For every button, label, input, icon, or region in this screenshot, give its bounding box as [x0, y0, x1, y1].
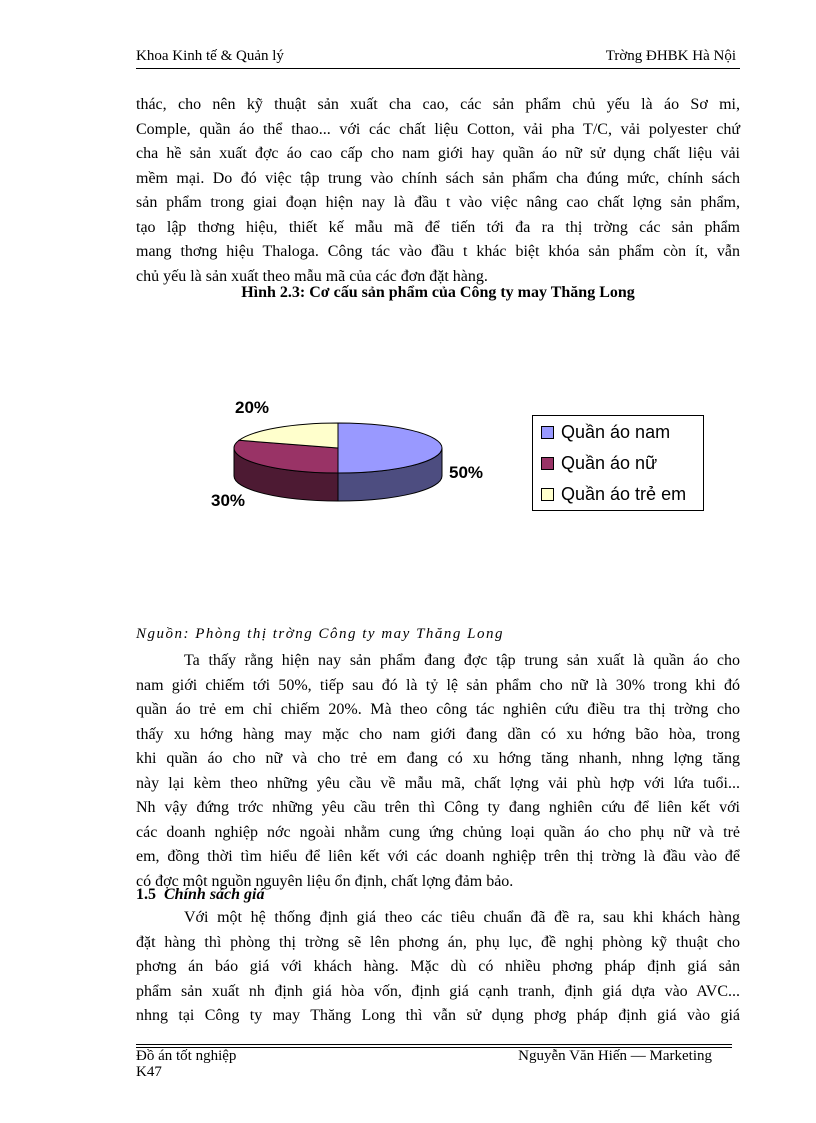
text-line: cha hề sản xuất đợc áo cao cấp cho nam giới hay quần áo nữ sử dụng chất liệu vải — [136, 145, 740, 162]
footer-class: K47 — [136, 1064, 162, 1080]
legend-label: Quần áo trẻ em — [561, 483, 687, 504]
legend-item — [541, 420, 670, 444]
legend-item — [541, 482, 686, 506]
chart-legend — [532, 415, 704, 511]
legend-label: Quần áo nữ — [561, 452, 658, 473]
text-line: quần áo trẻ em chỉ chiếm 20%. Mà theo công tác nghiên cứu điều tra thị trờng cho — [136, 701, 740, 718]
footer-author: Nguyễn Văn Hiến — Marketing — [518, 1048, 712, 1064]
legend-swatch — [541, 457, 554, 470]
text-line: chủ yếu là sản xuất theo mẫu mã của các đơn đặt hàng. — [136, 267, 488, 285]
legend-swatch — [541, 488, 554, 501]
text-line: Comple, quần áo thể thao... với các chất liệu Cotton, vải pha T/C, vải polyester chứ — [136, 120, 740, 138]
text-line: phơng án báo giá với khách hàng. Mặc dù có nhiều phơng pháp định giá sản — [136, 958, 740, 975]
analysis-paragraph — [136, 649, 740, 894]
legend-label: Quần áo nam — [561, 421, 671, 442]
text-line: Với một hệ thống định giá theo các tiêu chuẩn đã đề ra, sau khi khách hàng — [184, 909, 740, 926]
page-footer — [136, 1044, 732, 1080]
text-line: em, đồng thời tìm hiểu để liên kết với các doanh nghiệp trên thị trờng là đầu vào để — [136, 848, 740, 865]
section-title: Chính sách giá — [164, 886, 265, 903]
text-line: mềm mại. Do đó việc tập trung vào chính sách sản phẩm cha đúng mức, chính sách — [136, 169, 740, 187]
text-line: thác, cho nên kỹ thuật sản xuất cha cao, các sản phẩm chủ yếu là áo Sơ mi, — [136, 96, 740, 113]
text-line: này lại kèm theo những yêu cầu về mẫu mã, chất lợng vải phù hợp với lứa tuổi... — [136, 774, 740, 792]
text-line: có đợc một nguồn nguyên liệu ổn định, chất lợng đảm bảo. — [136, 872, 514, 890]
text-line: mang thơng hiệu Thaloga. Công tác vào đầu t khác biệt khóa sản phẩm còn ít, vẫn — [136, 243, 740, 260]
text-line: nam giới chiếm tới 50%, tiếp sau đó là tỷ lệ sản phẩm cho nữ là 30% trong khi đó — [136, 676, 740, 694]
section-number: 1.5 — [136, 886, 156, 903]
text-line: phẩm sản xuất nh định giá hòa vốn, định giá cạnh tranh, định giá dựa vào AVC... — [136, 982, 740, 1000]
footer-rule — [136, 1044, 732, 1045]
figure-caption: Hình 2.3: Cơ cấu sản phẩm của Công ty may Thăng Long — [241, 284, 635, 301]
text-line: tạo lập thơng hiệu, thiết kế mẫu mã để tiến tới đa ra thị trờng các sản phẩm — [136, 218, 740, 236]
footer-thesis: Đồ án tốt nghiệp — [136, 1048, 237, 1064]
section-heading — [136, 886, 264, 904]
header-faculty: Khoa Kinh tế & Quản lý — [136, 48, 284, 64]
pricing-paragraph — [136, 906, 740, 1029]
text-line: đặt hàng thì phòng thị trờng sẽ lên phơng án, phụ lục, đề nghị phòng kỹ thuật cho — [136, 933, 740, 951]
text-line: khi quần áo cho nữ và cho trẻ em đang có xu hớng tăng nhanh, nhng lợng tăng — [136, 750, 740, 767]
pie-label-1: 30% — [210, 491, 246, 510]
text-line: Nh vậy đứng trớc những yêu cầu trên thì Công ty đang nghiên cứu để liên kết với — [136, 799, 740, 816]
text-line: các doanh nghiệp nớc ngoài nhằm cung ứng chủng loại quần áo cho phụ nữ và trẻ — [136, 823, 740, 841]
header-university: Trờng ĐHBK Hà Nội — [605, 48, 736, 64]
text-line: nhng tại Công ty may Thăng Long thì vẫn sử dụng phơg pháp định giá vào giá — [136, 1007, 740, 1024]
legend-swatch — [541, 426, 554, 439]
text-line: thấy xu hớng hàng may mặc cho nam giới đang dần có xu hớng bão hòa, trong — [136, 725, 740, 743]
pie-label-2: 20% — [234, 398, 270, 417]
text-line: Ta thấy rằng hiện nay sản phẩm đang đợc tập trung sản xuất là quần áo cho — [184, 652, 740, 669]
figure-source: Nguồn: Phòng thị trờng Công ty may Thăng Long — [136, 626, 505, 642]
legend-item — [541, 451, 657, 475]
text-line: sản phẩm trong giai đoạn hiện nay là đầu t vào việc nâng cao chất lợng sản phẩm, — [136, 194, 740, 211]
pie-label-0: 50% — [448, 463, 484, 482]
footer-left — [136, 1048, 236, 1080]
